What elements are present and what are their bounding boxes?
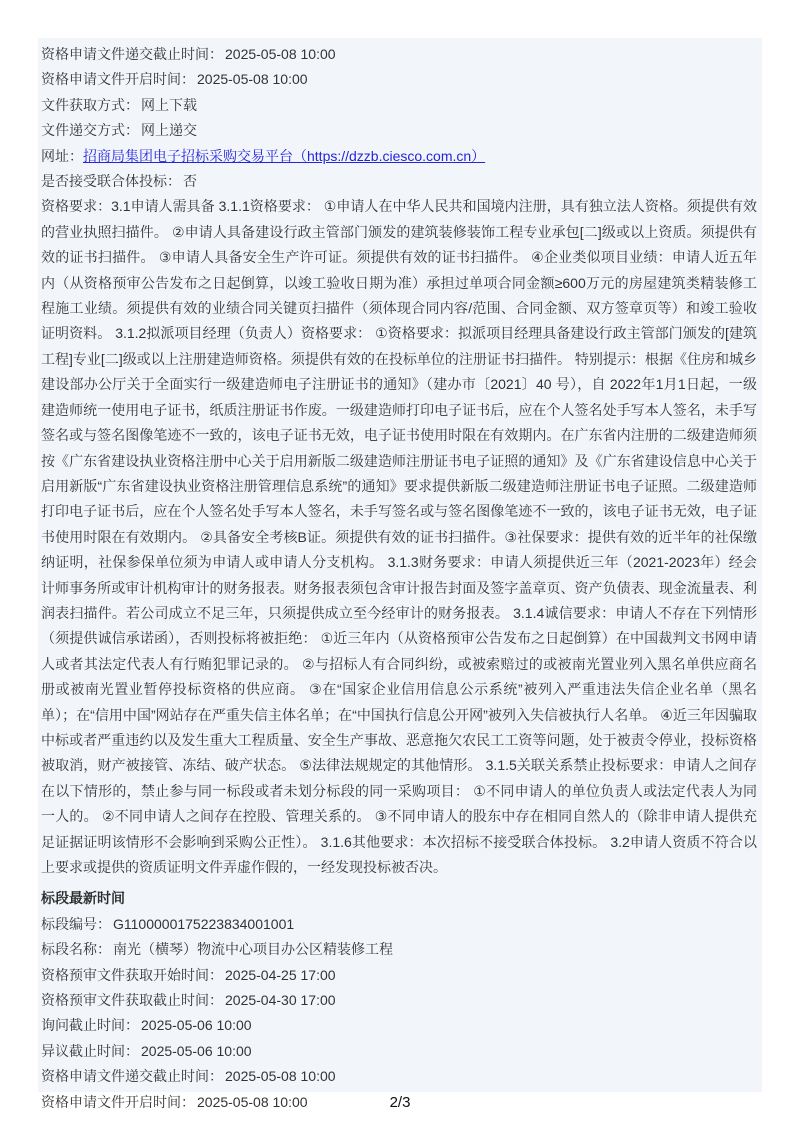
field-value: 2025-05-08 10:00 [225,1068,336,1085]
field-section-number [41,912,757,937]
field-qualification-submit-deadline [41,42,757,67]
field-value: 南光（横琴）物流中心项目办公区精装修工程 [113,941,393,958]
field-value: 网上下载 [141,96,197,113]
field-file-submit-method [41,118,757,143]
field-consortium-accepted [41,169,757,194]
field-label: 文件递交方式： [41,122,139,139]
field-label: 网址： [41,147,83,164]
field-label: 是否接受联合体投标： [41,173,181,190]
field-label: 文件获取方式： [41,96,139,113]
field-section-name [41,937,757,962]
field-label: 资格预审文件获取开始时间： [41,966,223,983]
field-prequalification-obtain-deadline [41,988,757,1013]
field-objection-deadline [41,1039,757,1064]
qualification-requirements-paragraph: 资格要求：3.1申请人需具备 3.1.1资格要求： ①申请人在中华人民共和国境内注册，具有独立法人资格。须提供有效的营业执照扫描件。 ②申请人具备建设行政主管部门颁发的建筑装修装饰工程专业承包[二]级或以上资质。须提供有效的证书扫描件。 ③申请人具备安全生产许可证。须提供有效的证书扫描件。 ④企业类似项目业绩：申请人近五年内（从资格预审公告发布之日起倒算，以竣工验收日期为准）承担过单项合同金额≥600万元的房屋建筑类精装修工程施工业绩。须提供有效的业绩合同关键页扫描件（须体现合同内容/范围、合同金额、双方签章页等）和竣工验收证明资料。 3.1.2拟派项目经理（负责人）资格要求： ①资格要求：拟派项目经理具备建设行政主管部门颁发的[建筑工程]专业[二]级或以上注册建造师资格。须提供有效的在投标单位的注册证书扫描件。 特别提示：根据《住房和城乡建设部办公厅关于全面实行一级建造师电子注册证书的通知》（建办市〔2021〕40 号），自 2022年1月1日起，一级建造师统一使用电子证书，纸质注册证书作废。一级建造师打印电子证书后，应在个人签名处手写本人签名，未手写签名或与签名图像笔迹不一致的，该电子证书无效，电子证书使用时限在有效期内。在广东省内注册的二级建造师须按《广东省建设执业资格注册中心关于启用新版二级建造师注册证书电子证照的通知》及《广东省建设信息中心关于启用新版“广东省建设执业资格注册管理信息系统”的通知》要求提供新版二级建造师注册证书电子证照。二级建造师打印电子证书后，应在个人签名处手写本人签名，未手写签名或与签名图像笔迹不一致的，该电子证书无效，电子证书使用时限在有效期内。 ②具备安全考核B证。须提供有效的证书扫描件。③社保要求：提供有效的近半年的社保缴纳证明，社保参保单位须为申请人或申请人分支机构。 3.1.3财务要求：申请人须提供近三年（2021-2023年）经会计师事务所或审计机构审计的财务报表。财务报表须包含审计报告封面及签字盖章页、资产负债表、现金流量表、利润表扫描件。若公司成立不足三年，只须提供成立至今经审计的财务报表。 3.1.4诚信要求：申请人不存在下列情形（须提供诚信承诺函），否则投标将被拒绝： ①近三年内（从资格预审公告发布之日起倒算）在中国裁判文书网申请人或者其法定代表人有行贿犯罪记录的。 ②与招标人有合同纠纷，或被索赔过的或被南光置业列入黑名单供应商名册或被南光置业暂停投标资格的供应商。 ③在“国家企业信用信息公示系统”被列入严重违法失信企业名单（黑名单）；在“信用中国”网站存在严重失信主体名单；在“中国执行信息公开网”被列入失信被执行人名单。 ④近三年因骗取中标或者严重违约以及发生重大工程质量、安全生产事故、恶意拖欠农民工工资等问题，处于被责令停业，投标资格被取消，财产被接管、冻结、破产状态。 ⑤法律法规规定的其他情形。 3.1.5关联关系禁止投标要求：申请人之间存在以下情形的，禁止参与同一标段或者未划分标段的同一采购项目： ①不同申请人的单位负责人或法定代表人为同一人的。 ②不同申请人之间存在控股、管理关系的。 ③不同申请人的股东中存在相同自然人的（除非申请人提供充足证据证明该情形不会影响到采购公正性）。 3.1.6其他要求：本次招标不接受联合体投标。 3.2申请人资质不符合以上要求或提供的资质证明文件弄虚作假的，一经发现投标被否决。 [41,198,757,875]
field-label: 资格申请文件开启时间： [41,1093,195,1110]
platform-link[interactable]: 招商局集团电子招标采购交易平台（https://dzzb.ciesco.com.cn） [83,147,486,164]
field-qualification-open-time [41,67,757,92]
field-inquiry-deadline [41,1013,757,1038]
field-value: 2025-05-08 10:00 [197,71,308,88]
field-prequalification-obtain-start [41,963,757,988]
field-label: 异议截止时间： [41,1042,139,1059]
field-value: 否 [183,173,197,190]
field-value: 2025-04-25 17:00 [225,966,336,983]
field-label: 资格预审文件获取截止时间： [41,992,223,1009]
field-label: 资格申请文件开启时间： [41,71,195,88]
field-value: 2025-05-08 10:00 [225,46,336,62]
field-file-obtain-method [41,93,757,118]
field-label: 标段名称： [41,941,111,958]
field-application-submit-deadline [41,1064,757,1089]
field-value: 2025-05-08 10:00 [197,1093,308,1110]
field-value: G1100000175223834001001 [113,915,295,932]
field-website [41,144,757,169]
field-value: 2025-05-06 10:00 [141,1017,252,1034]
page-number: 2/3 [389,1094,411,1111]
field-label: 标段编号： [41,915,111,932]
field-label: 资格申请文件递交截止时间： [41,1068,223,1085]
section-heading-latest-times: 标段最新时间 [41,890,125,907]
field-value: 网上递交 [141,122,197,139]
field-value: 2025-05-06 10:00 [141,1042,252,1059]
field-value: 2025-04-30 17:00 [225,992,336,1009]
field-label: 资格申请文件递交截止时间： [41,46,223,62]
field-label: 询问截止时间： [41,1017,139,1034]
content-panel [38,38,762,1110]
